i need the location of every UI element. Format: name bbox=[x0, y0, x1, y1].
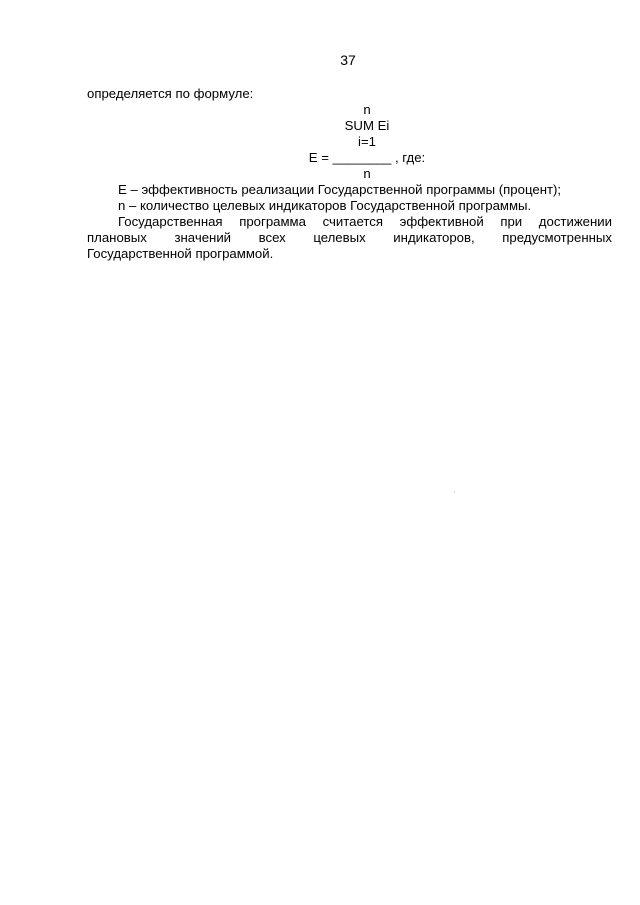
definition-n: n – количество целевых индикаторов Государственной программы. bbox=[118, 198, 532, 213]
intro-text: определяется по формуле: bbox=[87, 86, 254, 101]
efficiency-formula bbox=[87, 102, 612, 182]
formula-sum: SUM Ei bbox=[344, 118, 390, 133]
formula-denominator: n bbox=[363, 166, 371, 181]
scan-speck bbox=[454, 491, 455, 492]
formula-equation: E = ________ , где: bbox=[308, 150, 426, 165]
paragraph-line-2: плановых значений всех целевых индикаторов, предусмотренных bbox=[87, 230, 612, 245]
effectiveness-paragraph bbox=[87, 214, 612, 262]
paragraph-line-1: Государственная программа считается эффективной при достижении bbox=[118, 214, 612, 229]
document-body bbox=[87, 86, 612, 262]
paragraph-line-3: Государственной программой. bbox=[87, 246, 274, 261]
formula-lower-limit: i=1 bbox=[358, 134, 376, 149]
definition-e: E – эффективность реализации Государственной программы (процент); bbox=[118, 182, 562, 197]
formula-upper-limit: n bbox=[363, 102, 371, 117]
page-number: 37 bbox=[340, 52, 356, 68]
